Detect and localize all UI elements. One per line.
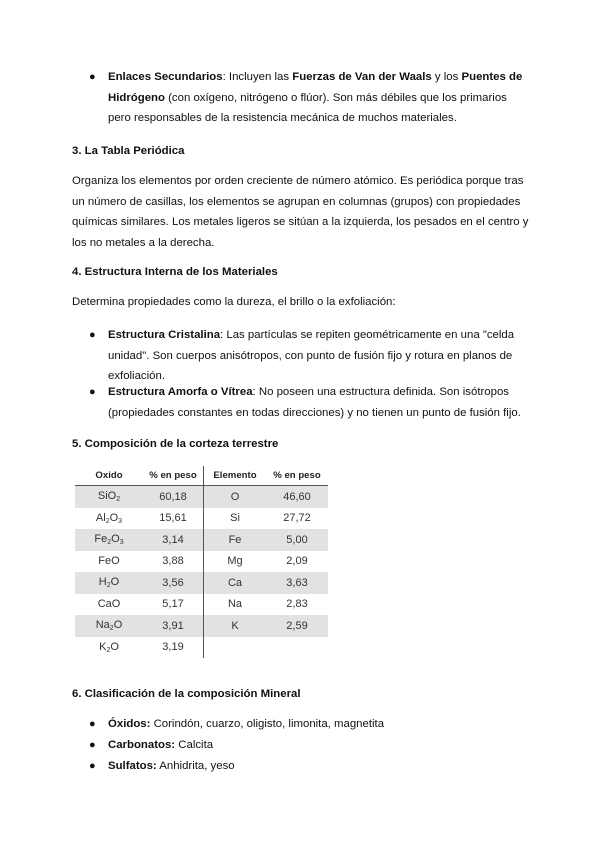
list-item-crystalline	[108, 325, 528, 387]
oxide-percent-cell: 3,91	[143, 615, 204, 637]
element-percent-cell: 2,83	[286, 598, 308, 611]
element-percent-cell: 2,09	[286, 555, 308, 568]
table-row	[75, 615, 328, 637]
oxide-percent-cell: 3,19	[162, 641, 184, 654]
term: Sulfatos:	[108, 760, 157, 772]
bullet-dot: ●	[89, 760, 96, 772]
element-cell: K	[204, 615, 267, 637]
element-percent-cell	[266, 637, 328, 659]
list-item-amorphous	[108, 382, 528, 423]
bullet-dot: ●	[89, 739, 96, 751]
oxide-cell: $Al_2O_3$	[95, 511, 123, 525]
element-cell: Fe	[204, 529, 267, 551]
oxide-cell: FeO	[98, 555, 120, 568]
text: (con oxígeno, nitrógeno o flúor). Son más débiles que los primarios pero responsables de la resistencia mecánica de muchos materiales.	[108, 91, 507, 124]
oxide-cell: SiO$_2$	[75, 486, 143, 508]
element-percent-cell: 5,00	[266, 529, 328, 551]
term: Óxidos:	[108, 718, 151, 730]
oxide-cell: $Fe_2O_3$	[75, 529, 143, 551]
bullet-dot: ●	[89, 718, 96, 730]
column-header: Elemento	[204, 466, 267, 486]
element-cell: Na	[204, 594, 267, 616]
section-title-internal-structure: 4. Estructura Interna de los Materiales	[72, 266, 278, 278]
oxide-cell: CaO	[97, 598, 121, 611]
section-title-periodic-table: 3. La Tabla Periódica	[72, 145, 185, 157]
table-row	[75, 486, 328, 508]
table-row	[75, 572, 328, 594]
oxide-percent-cell: 60,18	[143, 486, 204, 508]
element-percent-cell: 46,60	[266, 486, 328, 508]
table-row	[75, 637, 328, 659]
list-item-carbonates	[108, 735, 528, 756]
column-header: Oxido	[75, 466, 143, 486]
text: Corindón, cuarzo, oligisto, limonita, magnetita	[150, 718, 385, 730]
term: Carbonatos:	[108, 739, 176, 751]
oxide-percent-cell: 3,88	[162, 555, 184, 568]
text: Anhidrita, yeso	[156, 760, 235, 772]
text: y los	[431, 71, 462, 83]
element-cell: Si	[204, 508, 267, 530]
element-percent-cell: 2,59	[266, 615, 328, 637]
term: Fuerzas de Van der Waals	[292, 71, 432, 83]
element-cell	[204, 637, 267, 659]
oxide-percent-cell: 3,56	[143, 572, 204, 594]
text: Calcita	[175, 739, 214, 751]
oxide-percent-cell: 5,17	[162, 598, 184, 611]
section-title-crust-composition: 5. Composición de la corteza terrestre	[72, 438, 279, 450]
table-header-row	[75, 466, 328, 486]
list-item-sulfates	[108, 756, 528, 777]
text: : No poseen una estructura definida. Son isótropos (propiedades constantes en todas direcciones) y no tienen un punto de fusión fijo.	[108, 386, 521, 419]
element-cell: Ca	[204, 572, 267, 594]
text: : Las partículas se repiten geométricamente en una "celda unidad". Son cuerpos anisótropos, con punto de fusión fijo y rotura en planos de exfoliación.	[108, 329, 515, 382]
oxide-cell: $K_2O$	[99, 640, 119, 654]
term: Enlaces Secundarios	[108, 71, 223, 83]
paragraph-internal-structure: Determina propiedades como la dureza, el brillo o la exfoliación:	[72, 296, 396, 308]
list-item-secondary-bonds	[108, 67, 528, 129]
bullet-dot: ●	[89, 71, 96, 83]
bullet-dot: ●	[89, 386, 96, 398]
crust-composition-table	[75, 466, 328, 658]
term: Estructura Amorfa o Vítrea	[108, 386, 253, 398]
element-percent-cell: 3,63	[266, 572, 328, 594]
oxide-percent-cell: 3,14	[143, 529, 204, 551]
table-row	[75, 529, 328, 551]
oxide-cell: $Na_2O$	[75, 615, 143, 637]
table-row	[75, 594, 328, 616]
list-item-oxides	[108, 714, 528, 735]
text: : Incluyen las	[222, 71, 293, 83]
element-cell: Mg	[204, 551, 267, 573]
term: Puentes de Hidrógeno	[108, 71, 523, 104]
oxide-percent-cell: 15,61	[159, 512, 187, 525]
table-row	[75, 508, 328, 530]
bullet-dot: ●	[89, 329, 96, 341]
element-cell: O	[204, 486, 267, 508]
column-header: % en peso	[266, 466, 328, 486]
element-percent-cell: 27,72	[283, 512, 311, 525]
oxide-cell: $H_2O$	[75, 572, 143, 594]
term: Estructura Cristalina	[108, 329, 221, 341]
column-header: % en peso	[143, 466, 204, 486]
paragraph-periodic-table: Organiza los elementos por orden creciente de número atómico. Es periódica porque tras un número de casillas, los elementos se agrupan en columnas (grupos) con propiedades químicas similares. Los metales ligeros se sitúan a la izquierda, los pesados en el centro y los no metales a la derecha.	[72, 175, 529, 249]
section-title-mineral-classification: 6. Clasificación de la composición Mineral	[72, 688, 301, 700]
table-row	[75, 551, 328, 573]
